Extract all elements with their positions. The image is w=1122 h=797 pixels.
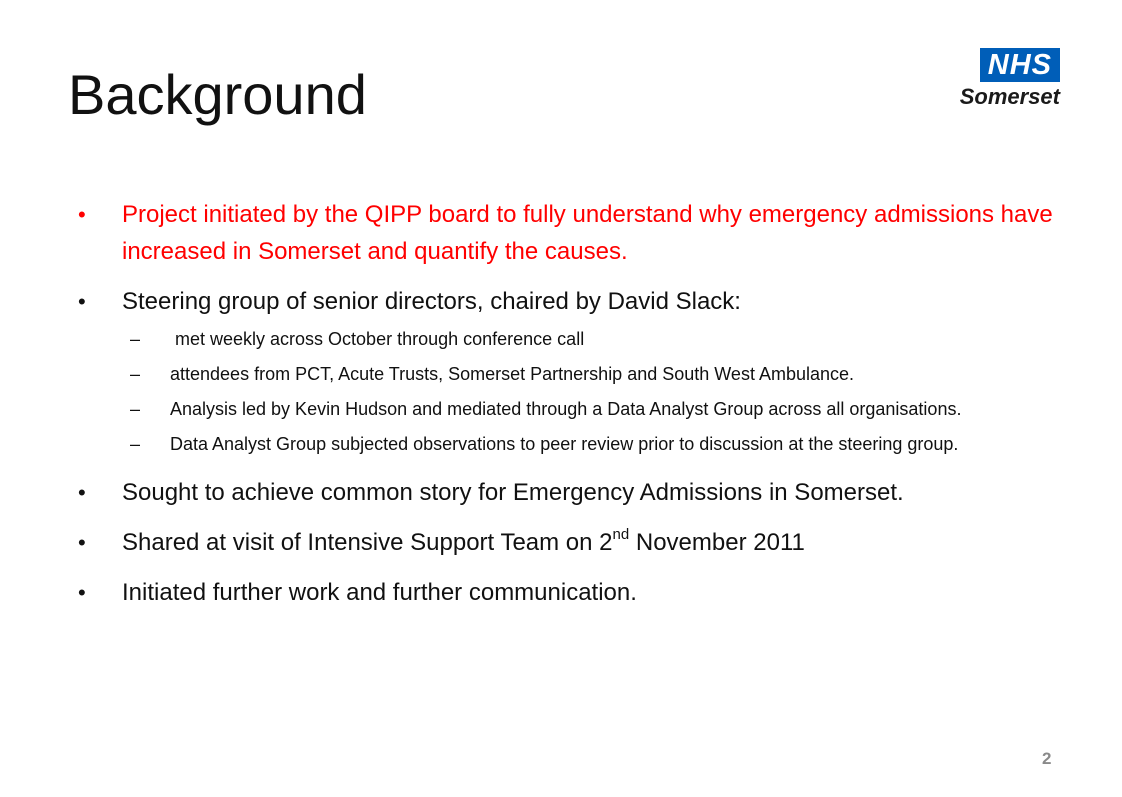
bullet-icon: •	[78, 480, 86, 505]
sub-bullet-text: Data Analyst Group subjected observations to peer review prior to discussion at the steering group.	[170, 434, 959, 454]
bullet-item	[78, 524, 1058, 561]
dash-icon: –	[130, 364, 141, 384]
bullet-text: Steering group of senior directors, chaired by David Slack:	[122, 288, 741, 315]
sub-bullet-item	[122, 326, 1058, 353]
bullet-icon: •	[78, 202, 86, 227]
bullet-icon: •	[78, 289, 86, 314]
bullet-icon: •	[78, 580, 86, 605]
bullet-text: Sought to achieve common story for Emergency Admissions in Somerset.	[122, 479, 904, 506]
bullet-text: Initiated further work and further communication.	[122, 579, 637, 606]
sub-bullet-list	[122, 326, 1058, 458]
bullet-item	[78, 474, 1058, 511]
ordinal-superscript: nd	[612, 526, 630, 543]
dash-icon: –	[130, 329, 141, 349]
organisation-name: Somerset	[959, 84, 1060, 109]
bullet-text-after: November 2011	[629, 529, 805, 556]
sub-bullet-item	[122, 431, 1058, 458]
bullet-text-before: Shared at visit of Intensive Support Team on 2	[122, 529, 613, 556]
nhs-somerset-logo	[944, 48, 1064, 112]
bullet-icon: •	[78, 530, 86, 555]
bullet-text: Project initiated by the QIPP board to fully understand why emergency admissions have increased in Somerset and quantify the causes.	[122, 201, 1053, 265]
bullet-list	[78, 196, 1058, 624]
bullet-item	[78, 283, 1058, 320]
page-number: 2	[1042, 749, 1052, 768]
dash-icon: –	[130, 434, 141, 454]
sub-bullet-item	[122, 361, 1058, 388]
bullet-item	[78, 574, 1058, 611]
sub-bullet-text: met weekly across October through conference call	[170, 329, 585, 349]
slide-title: Background	[68, 63, 367, 126]
sub-bullet-text: attendees from PCT, Acute Trusts, Somerset Partnership and South West Ambulance.	[170, 364, 855, 384]
sub-bullet-text: Analysis led by Kevin Hudson and mediated through a Data Analyst Group across all organisations.	[170, 399, 962, 419]
nhs-badge: NHS	[980, 48, 1060, 82]
dash-icon: –	[130, 399, 141, 419]
bullet-item	[78, 196, 1058, 270]
sub-bullet-item	[122, 396, 1058, 423]
